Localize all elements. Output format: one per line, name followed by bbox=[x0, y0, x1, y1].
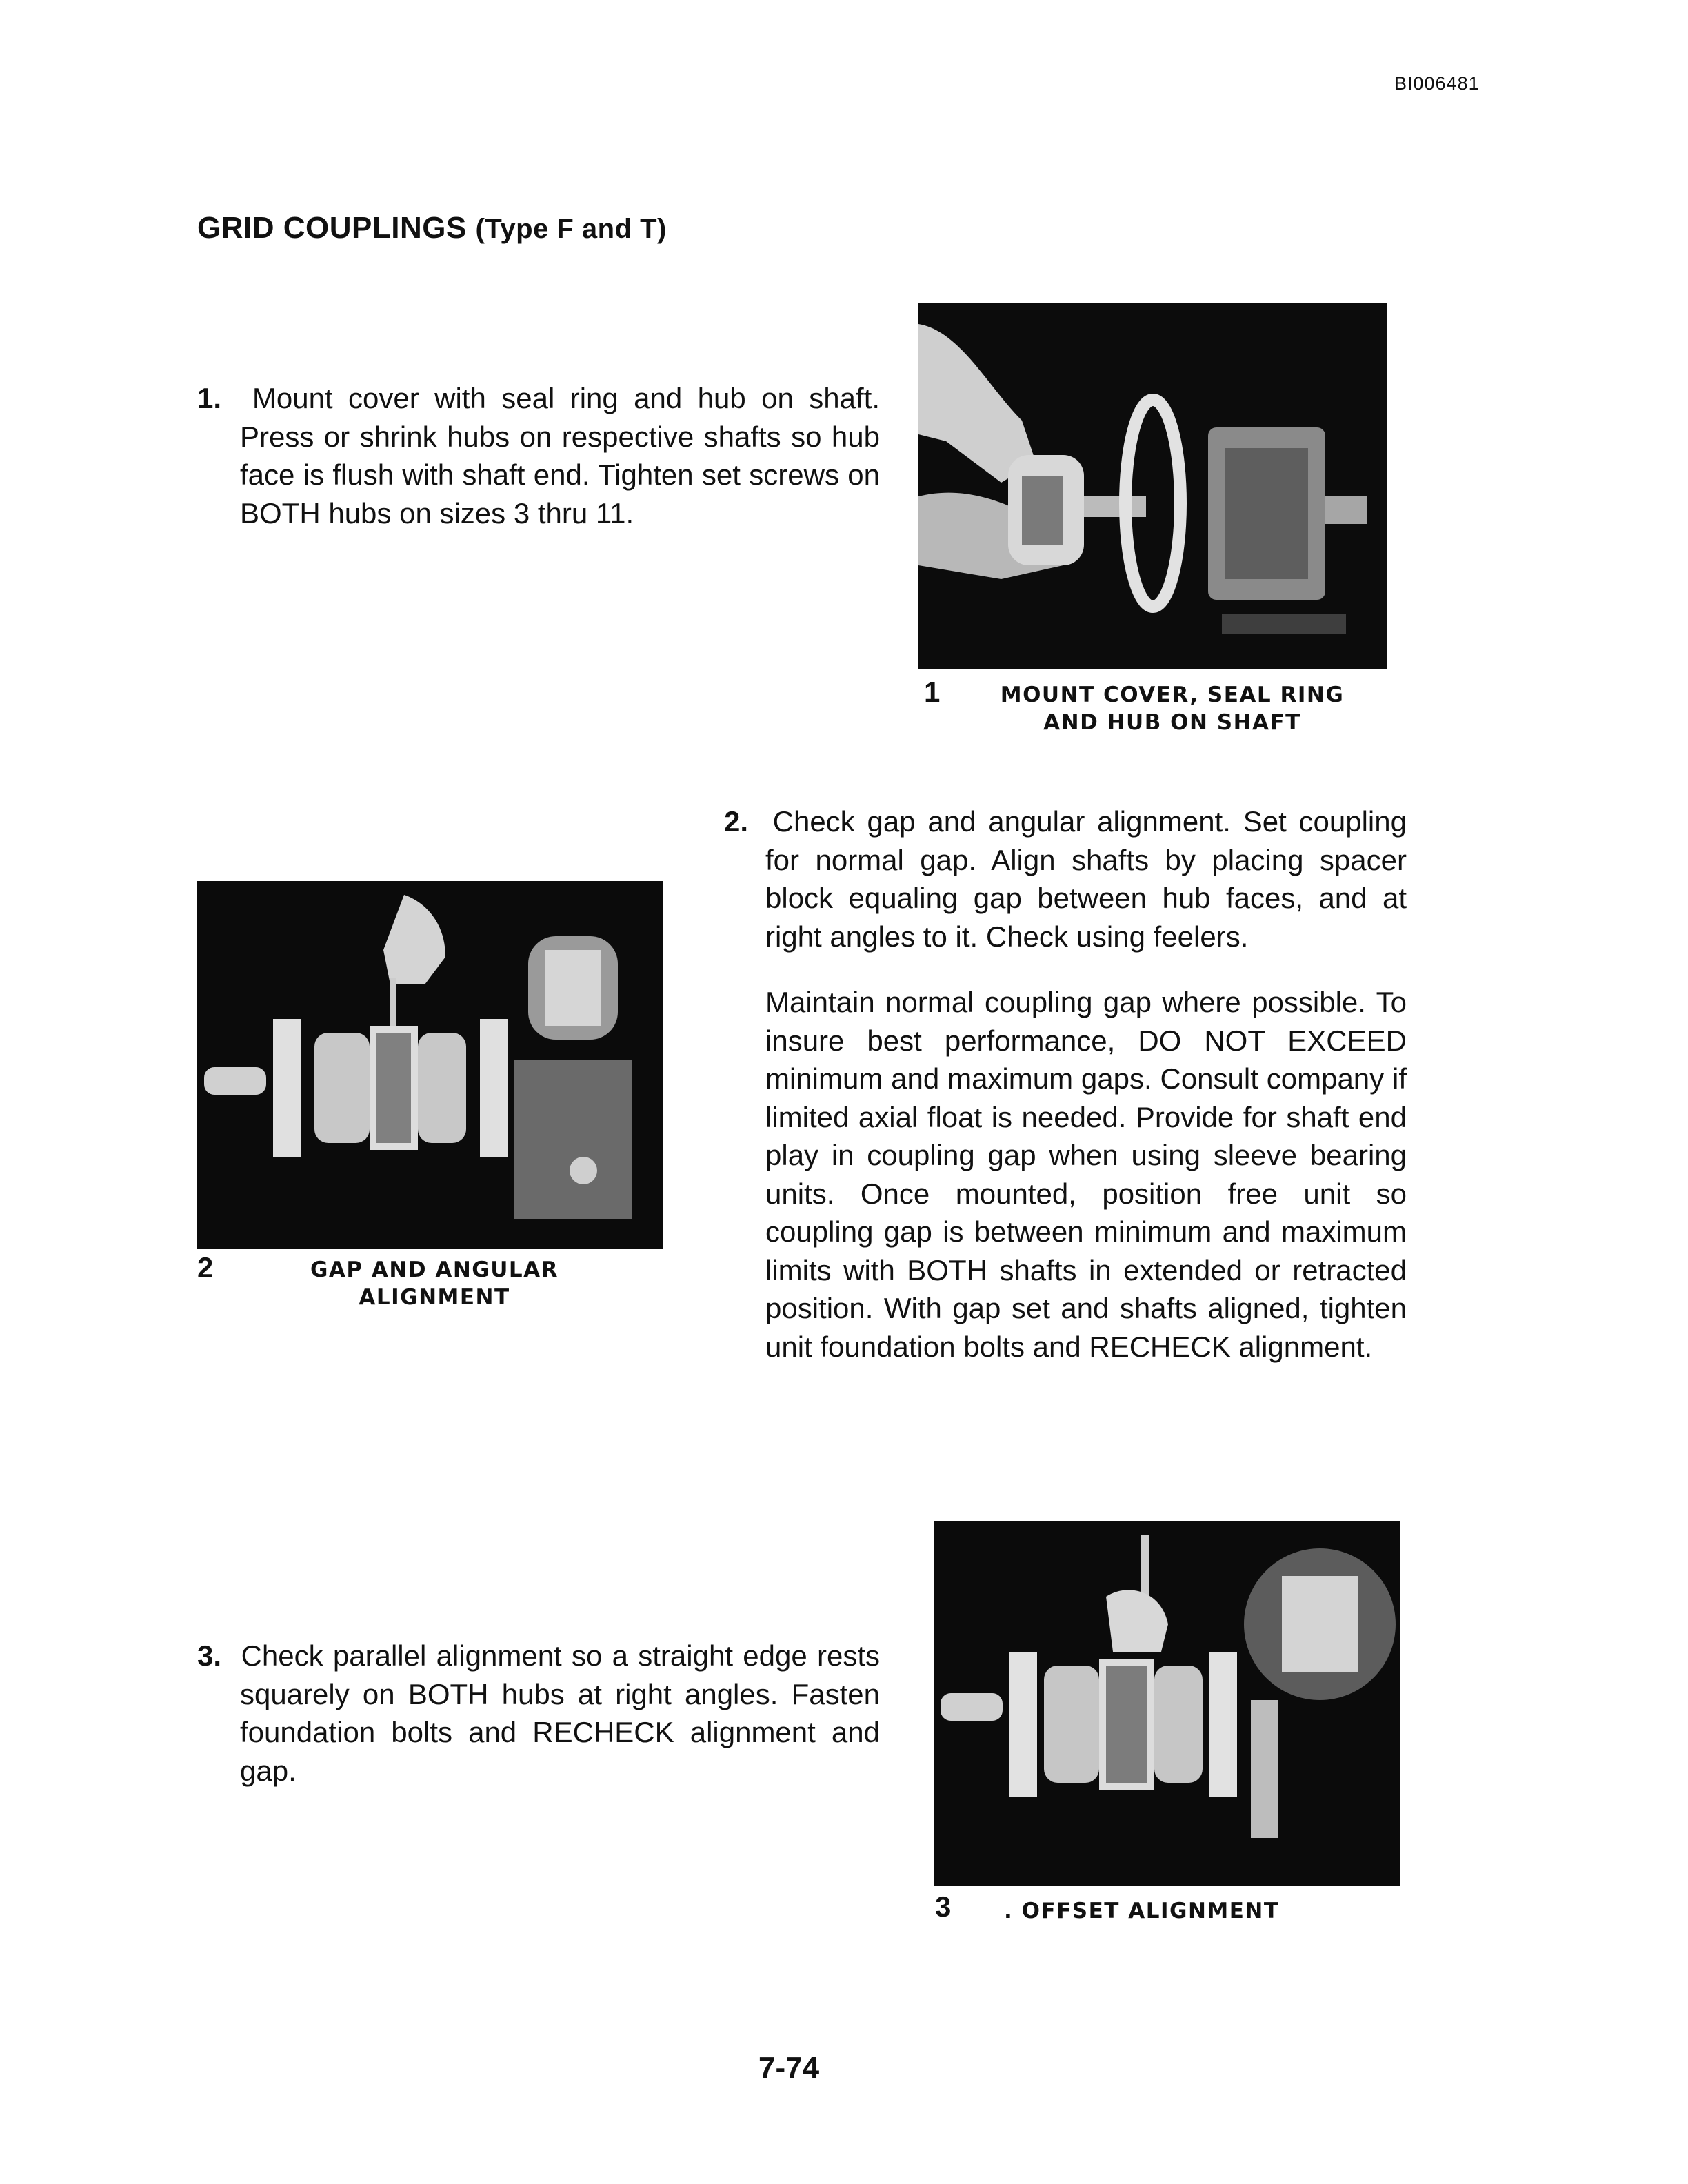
step-2-text-continued: Maintain normal coupling gap where possible. To insure best performance, DO NOT EXCEED minimum and maximum gaps. Consult company if limited axial float is needed. Provide for shaft end play in coupling gap when using sleeve bearing units. Once mounted, position free unit so coupling gap is between minimum and maximum limits with BOTH shafts in extended or retracted position. With gap set and shafts aligned, tighten unit foundation bolts and RECHECK alignment. bbox=[765, 986, 1407, 1363]
step-3-number: 3. bbox=[197, 1639, 222, 1672]
step-1-text: Mount cover with seal ring and hub on shaft. Press or shrink hubs on respective shafts so hub face is flush with shaft end. Tighten set screws on BOTH hubs on sizes 3 thru 11. bbox=[240, 382, 880, 529]
figure-2-caption-line-2: ALIGNMENT bbox=[359, 1285, 510, 1310]
page-title bbox=[197, 211, 667, 245]
step-3 bbox=[197, 1637, 880, 1790]
step-3-text: Check parallel alignment so a straight edge rests squarely on BOTH hubs at right angles. Fasten foundation bolts and RECHECK alignment and gap. bbox=[240, 1639, 880, 1787]
step-2-number: 2. bbox=[724, 805, 749, 838]
figure-3-caption-line-1: . OFFSET ALIGNMENT bbox=[1004, 1899, 1280, 1923]
figure-2-photo bbox=[197, 881, 663, 1249]
step-1-number: 1. bbox=[197, 382, 222, 414]
figure-3-photo bbox=[934, 1521, 1400, 1886]
figure-2-image bbox=[197, 881, 663, 1249]
figure-3-caption bbox=[1004, 1897, 1349, 1925]
figure-2-caption bbox=[262, 1256, 607, 1311]
figure-1-photo bbox=[918, 303, 1387, 669]
document-id: BI006481 bbox=[1394, 73, 1480, 94]
figure-1-caption-line-2: AND HUB ON SHAFT bbox=[1043, 710, 1301, 735]
step-2-text: Check gap and angular alignment. Set coupling for normal gap. Align shafts by placing spacer block equaling gap between hub faces, and at right angles to it. Check using feelers. bbox=[765, 805, 1407, 953]
figure-1-caption bbox=[965, 681, 1379, 736]
figure-3-image bbox=[934, 1521, 1400, 1886]
figure-1-image bbox=[918, 303, 1387, 669]
title-main: GRID COUPLINGS bbox=[197, 211, 476, 245]
page-number: 7-74 bbox=[758, 2051, 820, 2085]
step-2 bbox=[724, 802, 1407, 1366]
figure-2-caption-line-1: GAP AND ANGULAR bbox=[310, 1257, 559, 1282]
figure-2-number: 2 bbox=[197, 1251, 214, 1284]
step-1 bbox=[197, 379, 880, 532]
title-subtitle: (Type F and T) bbox=[475, 214, 667, 244]
figure-1-number: 1 bbox=[924, 676, 941, 708]
figure-3-number: 3 bbox=[935, 1890, 952, 1923]
figure-1-caption-line-1: MOUNT COVER, SEAL RING bbox=[1000, 682, 1345, 707]
